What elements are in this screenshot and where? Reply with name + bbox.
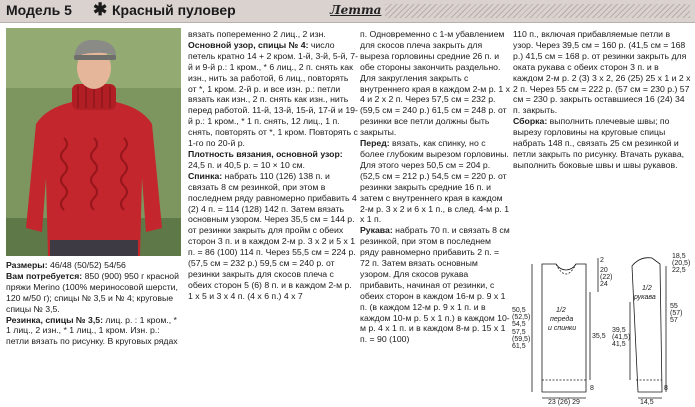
sleeve-continuation: 110 п., включая прибавляемые петли в узор. Через 39,5 см = 160 р. (41,5 см = 168 р.) 41,5 см = 168 р. от резинки закрыть для оката рукава с обеих сторон 3 п. и в каждом 2-м р. 2 (3) 3 х 2, 26 (25) 25 х 1 и 2 х 2 п. Через 55 см = 222 р. (57 см = 230 р.) 57 см = 230 р. закрыть оставшиеся 16 (24) 34 п. закрыть.	[513, 29, 691, 116]
materials-paragraph: Вам потребуется: 850 (900) 950 г красной пряжи Merino (100% мериносовой шерсти, 120 м/50 г); спицы № 3,5 и № 4; круговые спицы № 3,5.	[6, 270, 179, 314]
svg-text:23 (26) 29: 23 (26) 29	[548, 399, 580, 406]
front-back-labels	[512, 257, 612, 406]
svg-text:18,5: 18,5	[672, 253, 686, 260]
column-4	[513, 29, 691, 171]
svg-text:8: 8	[664, 385, 668, 392]
svg-text:2: 2	[600, 257, 604, 264]
svg-text:и спинки: и спинки	[548, 325, 577, 332]
svg-text:35,5: 35,5	[592, 333, 606, 340]
front-paragraph: Перед: вязать, как спинку, но с более глубоким вырезом горловины. Для этого через 50,5 см = 204 р. (52,5 см = 212 р.) 54,5 см = 220 р. от резинки закрыть средние 16 п. и затем с внутреннего края в каждом 2-м р. 3 х 2 и 6 х 1 п., в след. 4-м р. 1 х 1 п.	[360, 138, 510, 225]
column-2	[188, 29, 358, 302]
svg-text:(59,5): (59,5)	[512, 336, 531, 343]
star-icon: ✱	[93, 0, 108, 19]
page-header	[0, 0, 695, 23]
rib-continuation: вязать попеременно 2 лиц., 2 изн.	[188, 29, 326, 39]
svg-text:переда: переда	[550, 316, 574, 323]
svg-text:(57): (57)	[670, 310, 683, 317]
man-in-sweater-illustration	[6, 28, 181, 256]
model-photo	[6, 28, 181, 256]
sizes-paragraph: Размеры: 46/48 (50/52) 54/56	[6, 260, 126, 270]
page-title: Красный пуловер	[112, 2, 236, 18]
svg-text:39,5: 39,5	[612, 327, 626, 334]
svg-text:54,5: 54,5	[512, 321, 526, 328]
svg-text:(41,5): (41,5)	[612, 334, 631, 341]
back-continuation: п. Одновременно с 1-м убавлением для скосов плеча закрыть для выреза горловины средние 26 п. и обе стороны закончить раздельно. Для закругления закрыть с внутреннего края в каждом 2-м р. 1 х 4 и 2 х 2 п. Через 57,5 см = 232 р. (59,5 см = 240 р.) 61,5 см = 248 р. от резинки все петли должны быть закрыты.	[360, 29, 510, 138]
assembly-paragraph: Сборка: выполнить плечевые швы; по вырезу горловины на круговые спицы набрать 148 п., связать 25 см резинкой и петли закрыть по рисунку. Втачать рукава, выполнить боковые швы и швы рукавов.	[513, 116, 685, 170]
svg-text:61,5: 61,5	[512, 343, 526, 350]
column-3	[360, 29, 510, 345]
svg-text:14,5: 14,5	[640, 399, 654, 406]
rib-paragraph: Резинка, спицы № 3,5: лиц. р. : 1 кром., * 1 лиц., 2 изн., * 1 лиц., 1 кром. Изн. р.: петли вязать по рисунку. В круговых рядах	[6, 314, 178, 347]
sleeve-paragraph: Рукава: набрать 70 п. и связать 8 см резинкой, при этом в последнем ряду равномерно прибавить 2 п. = 72 п. Затем вязать основным узором. Для скосов рукава прибавить, начиная от резинки, с обеих сторон в каждом 16-м р. 9 х 1 п. (в каждом 12-м р. 9 х 1 п. и в каждом 10-м р. 5 х 1 п.) в каждом 10-м р. 4 х 1 п. и в каждом 8-м р. 15 х 1 п. = 90 (100)	[360, 225, 510, 345]
svg-text:20: 20	[600, 267, 608, 274]
svg-text:57: 57	[670, 317, 678, 324]
svg-text:50,5: 50,5	[512, 307, 526, 314]
svg-text:41,5: 41,5	[612, 341, 626, 348]
svg-text:(52,5): (52,5)	[512, 314, 531, 321]
svg-text:1/2: 1/2	[642, 285, 652, 292]
svg-text:(22): (22)	[600, 274, 613, 281]
brand-logo: Летта	[330, 3, 382, 17]
sleeve-labels	[612, 253, 690, 406]
column-1	[6, 260, 182, 347]
header-hatching	[385, 4, 690, 18]
svg-text:55: 55	[670, 303, 678, 310]
svg-text:(20,5): (20,5)	[672, 260, 691, 267]
pattern-paragraph: Основной узор, спицы № 4: число петель кратно 14 + 2 кром. 1-й, 3-й, 5-й, 7-й и 9-й р.: 1 кром., * 6 лиц., 2 п. снять как изн., нить за работой, 6 лиц., повторять от *, 1 кром. 2-й р. и все изн. р.: петли вязать как изн., 2 п. снять как изн., нить перед работой. 11-й, 13-й, 15-й, 17-й и 19-й р.: 1 кром., * 1 п. снять, 12 лиц., 1 п. снять, повторять от *, 1 кром. Повторять с 1-го по 20-й р.	[188, 39, 358, 149]
svg-text:рукава: рукава	[634, 294, 656, 301]
model-number: Модель 5	[6, 2, 72, 18]
svg-text:24: 24	[600, 281, 608, 288]
pattern-diagram	[512, 252, 695, 407]
svg-text:1/2: 1/2	[556, 307, 566, 314]
svg-text:57,5: 57,5	[512, 329, 526, 336]
density-paragraph: Плотность вязания, основной узор: 24,5 п. и 40,5 р. = 10 × 10 см.	[188, 148, 343, 170]
back-paragraph: Спинка: набрать 110 (126) 138 п. и связать 8 см резинкой, при этом в последнем ряду равномерно прибавить 4 (2) 4 п. = 114 (128) 142 п. Затем вязать основным узором. Через 35,5 см = 144 р. от резинки закрыть для пройм с обеих сторон 3 п. и в каждом 2-м р. 3 х 2 и 5 х 1 п. = 86 (100) 114 п. Через 55,5 см = 224 р. (57,5 см = 232 р.) 59,5 см = 240 р. от резинки закрыть для скосов плеча с обеих сторон 5 (6) 8 п. и в каждом 2-м р. 1 х 5 и 3 х 4 п. (4 х 6 п.) 4 х 7	[188, 170, 357, 301]
svg-text:8: 8	[590, 385, 594, 392]
svg-text:22,5: 22,5	[672, 267, 686, 274]
sleeve-pattern	[630, 258, 666, 398]
